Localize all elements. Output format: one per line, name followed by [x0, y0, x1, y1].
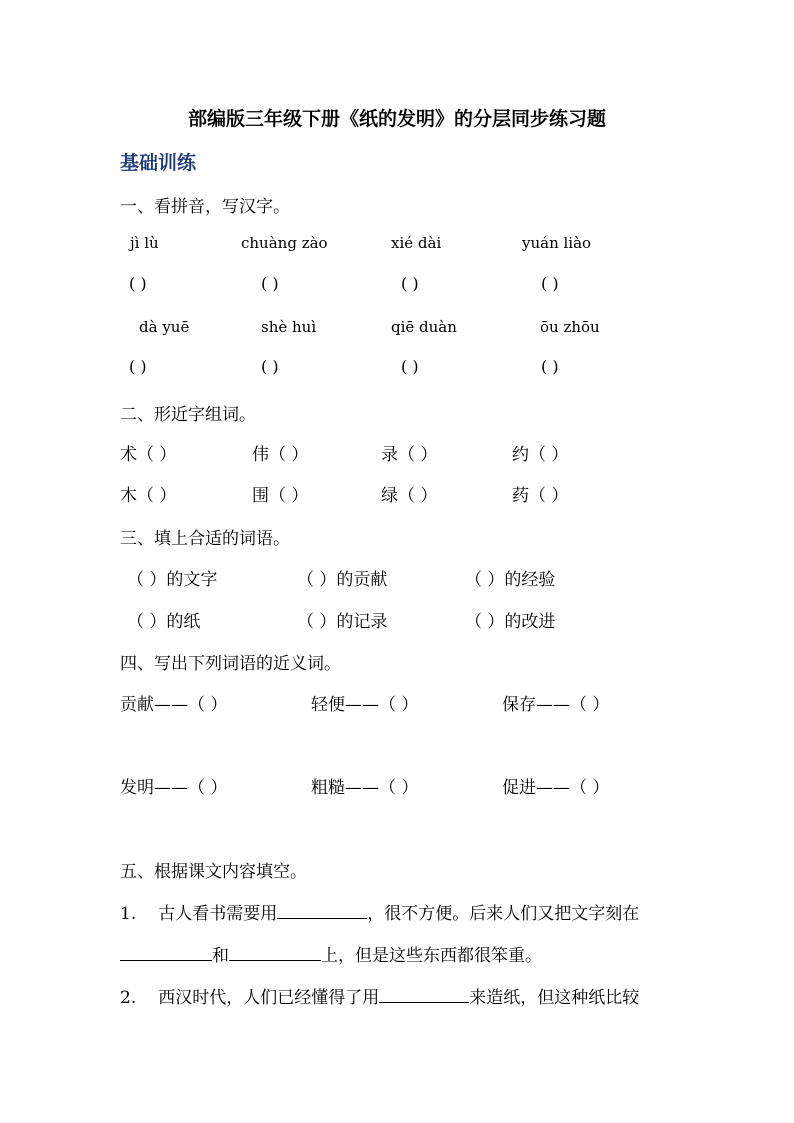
fill-phrase-item[interactable]: （ ）的纸 — [127, 612, 201, 632]
item-text: 来造纸，但这种纸比较 — [469, 988, 640, 1008]
q4-heading: 四、写出下列词语的近义词。 — [120, 654, 341, 674]
fill-blank[interactable] — [120, 944, 212, 961]
similar-char-item[interactable]: 绿（ ） — [381, 486, 438, 506]
pinyin-item: qiē duàn — [391, 318, 457, 336]
pinyin-item: jì lù — [130, 234, 159, 252]
similar-char-item[interactable]: 围（ ） — [252, 486, 309, 506]
fill-phrase-item[interactable]: （ ）的记录 — [297, 612, 388, 632]
q3-heading: 三、填上合适的词语。 — [120, 529, 290, 549]
pinyin-item: chuàng zào — [241, 234, 328, 252]
synonym-item[interactable]: 贡献——（ ） — [120, 695, 228, 715]
answer-paren[interactable]: ( ) — [129, 357, 147, 376]
similar-char-item[interactable]: 木（ ） — [120, 486, 177, 506]
pinyin-item: shè huì — [261, 318, 317, 336]
answer-paren[interactable]: ( ) — [261, 357, 279, 376]
synonym-item[interactable]: 发明——（ ） — [120, 778, 228, 798]
synonym-item[interactable]: 粗糙——（ ） — [311, 778, 419, 798]
similar-char-item[interactable]: 药（ ） — [512, 486, 569, 506]
synonym-item[interactable]: 促进——（ ） — [502, 778, 610, 798]
fill-phrase-item[interactable]: （ ）的贡献 — [297, 570, 388, 590]
item-number: 1. — [120, 904, 137, 924]
similar-char-item[interactable]: 伟（ ） — [252, 445, 309, 465]
fill-blank[interactable] — [229, 944, 321, 961]
answer-paren[interactable]: ( ) — [541, 357, 559, 376]
fill-blank[interactable] — [379, 986, 469, 1003]
similar-char-item[interactable]: 约（ ） — [512, 445, 569, 465]
section-heading: 基础训练 — [120, 152, 197, 174]
q5-item-2-line-1 — [120, 983, 639, 1008]
answer-paren[interactable]: ( ) — [401, 274, 419, 293]
answer-paren[interactable]: ( ) — [541, 274, 559, 293]
page-title: 部编版三年级下册《纸的发明》的分层同步练习题 — [187, 108, 606, 130]
fill-phrase-item[interactable]: （ ）的经验 — [465, 570, 556, 590]
fill-blank[interactable] — [277, 902, 367, 919]
pinyin-item: xié dài — [391, 234, 442, 252]
fill-phrase-item[interactable]: （ ）的文字 — [127, 570, 218, 590]
pinyin-item: dà yuē — [139, 318, 190, 336]
pinyin-item: ōu zhōu — [540, 318, 600, 336]
synonym-item[interactable]: 保存——（ ） — [502, 695, 610, 715]
fill-phrase-item[interactable]: （ ）的改进 — [465, 612, 556, 632]
item-text: 古人看书需要用 — [158, 904, 278, 924]
item-text: 西汉时代，人们已经懂得了用 — [158, 988, 380, 1008]
similar-char-item[interactable]: 录（ ） — [381, 445, 438, 465]
q5-heading: 五、根据课文内容填空。 — [120, 862, 307, 882]
q1-heading: 一、看拼音，写汉字。 — [120, 197, 290, 217]
answer-paren[interactable]: ( ) — [261, 274, 279, 293]
synonym-item[interactable]: 轻便——（ ） — [311, 695, 419, 715]
item-text: ，很不方便。后来人们又把文字刻在 — [367, 904, 640, 924]
item-number: 2. — [120, 988, 137, 1008]
similar-char-item[interactable]: 术（ ） — [120, 445, 177, 465]
q2-heading: 二、形近字组词。 — [120, 405, 256, 425]
q5-item-1-line-2 — [120, 941, 542, 966]
item-text: 和 — [212, 946, 229, 966]
pinyin-item: yuán liào — [522, 234, 592, 252]
answer-paren[interactable]: ( ) — [129, 274, 147, 293]
answer-paren[interactable]: ( ) — [401, 357, 419, 376]
item-text: 上，但是这些东西都很笨重。 — [321, 946, 542, 966]
q5-item-1-line-1 — [120, 899, 639, 924]
